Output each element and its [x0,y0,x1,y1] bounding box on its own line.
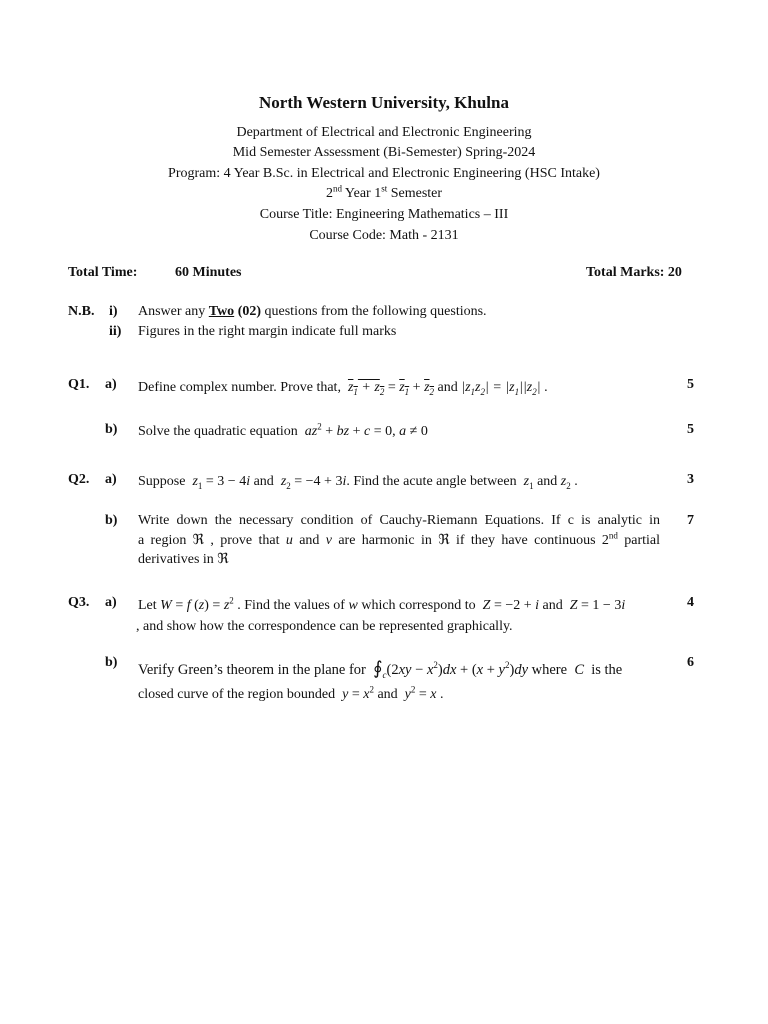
q2b-line1: Write down the necessary condition of Cauchy-Riemann Equations. If c is analytic in [138,513,660,528]
q2b-line3: derivatives in ℜ [138,552,229,567]
university-name: North Western University, Khulna [259,93,509,112]
q3b-line1: Verify Green’s theorem in the plane for $∮_c(2xy - x^2)dx + (x + y^2)dy$ where C is the [138,658,623,680]
q1-label: Q1. [68,377,90,392]
department-name: Department of Electrical and Electronic Engineering [236,125,532,140]
program-name: Program: 4 Year B.Sc. in Electrical and Electronic Engineering (HSC Intake) [168,166,600,181]
q3-label: Q3. [68,595,90,610]
q1b-mark: 5 [687,422,694,437]
assessment-title: Mid Semester Assessment (Bi-Semester) Spring-2024 [232,145,536,160]
q1b-text: Solve the quadratic equation $az^2$ + bz + c = 0, a ≠ 0 [138,421,428,439]
q2a-mark: 3 [687,472,694,487]
q3a-label: a) [105,595,117,610]
nb-label: N.B. [68,304,95,319]
q2b-label: b) [105,513,118,528]
nb-i-label: i) [109,304,118,319]
q3b-mark: 6 [687,655,694,670]
total-time-label: Total Time: [68,265,138,280]
q2-label: Q2. [68,472,90,487]
total-time-value: 60 Minutes [175,265,242,280]
q3a-line2: , and show how the correspondence can be represented graphically. [136,619,513,634]
nb-ii-label: ii) [109,324,122,339]
q1a-text: Define complex number. Prove that, $z_1 + z_2 = z_1 + z_2$ and $|z_1z_2| = |z_1||z_2|$ . [138,380,548,397]
nb-i-text: Answer any Two (02) questions from the following questions. [138,304,487,319]
q1a-label: a) [105,377,117,392]
course-code: Course Code: Math - 2131 [309,228,459,243]
q3b-label: b) [105,655,118,670]
q2b-line2: a region ℜ , prove that u and v are harmonic in ℜ if they have continuous 2nd partial [138,530,660,548]
q1b-label: b) [105,422,118,437]
q3b-line2: closed curve of the region bounded $y = x^2$ and $y^2 = x$ . [138,684,444,702]
course-title: Course Title: Engineering Mathematics – III [259,207,509,222]
year-semester: 2nd Year 1st Semester [325,183,443,201]
q1a-mark: 5 [687,377,694,392]
q2a-label: a) [105,472,117,487]
q3a-mark: 4 [687,595,694,610]
q3a-line1: Let W = f $(z) = z^2$ . Find the values of w which correspond to Z = −2 + i and Z = 1 − 3i [138,595,626,613]
total-marks: Total Marks: 20 [586,265,682,280]
q2b-mark: 7 [687,513,694,528]
q2a-text: Suppose $z_1 = 3 - 4i$ and $z_2 = -4 + 3i$. Find the acute angle between $z_1$ and $z_2$ . [138,474,578,491]
nb-ii-text: Figures in the right margin indicate full marks [138,324,397,339]
